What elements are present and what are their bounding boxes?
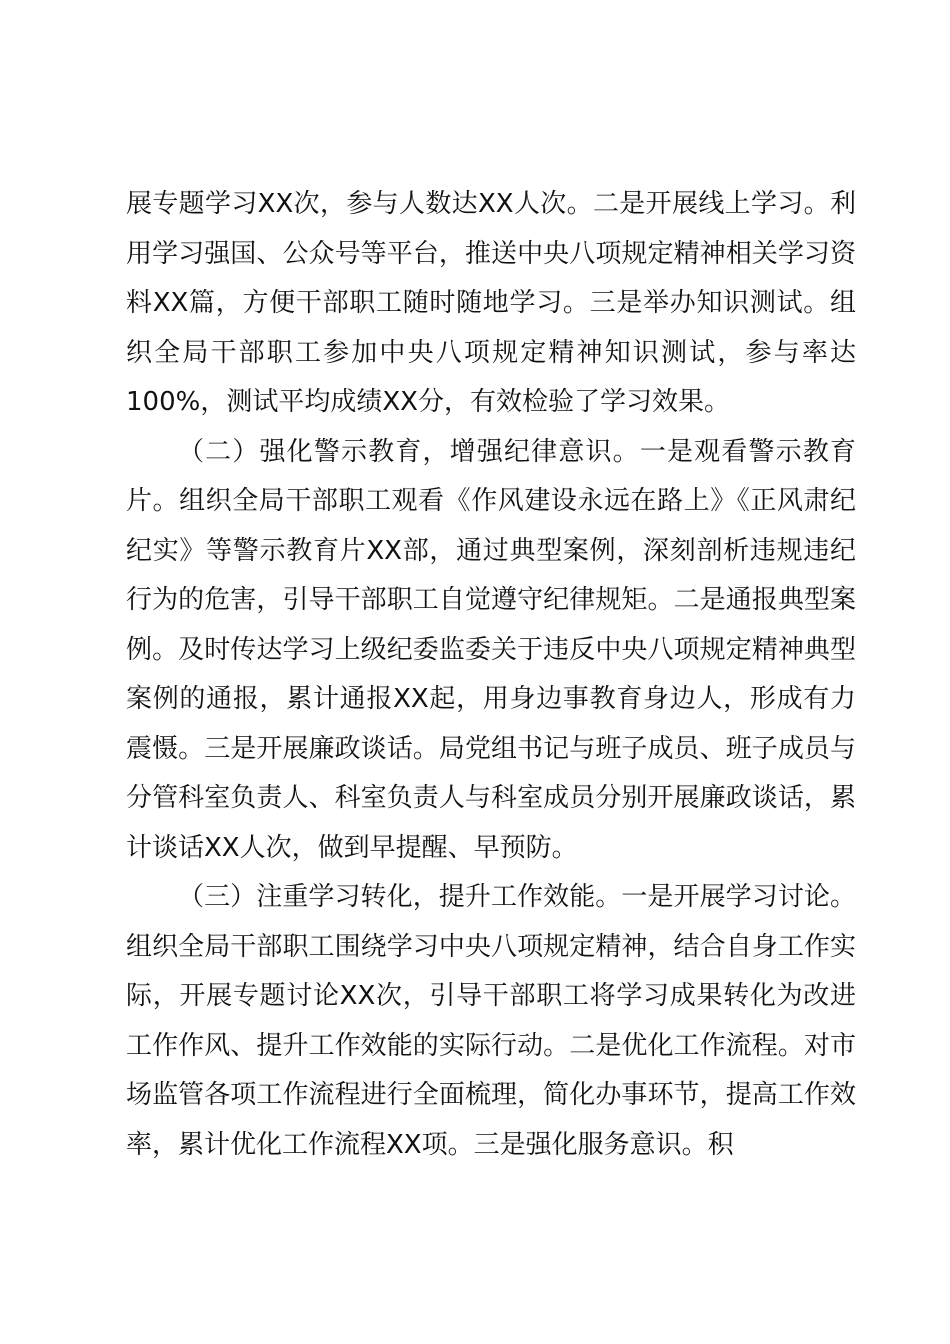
paragraph-study-activities: 展专题学习XX次，参与人数达XX人次。二是开展线上学习。利用学习强国、公众号等平台，推送中央八项规定精神相关学习资料XX篇，方便干部职工随时随地学习。三是举办知识测试。组织全局干部职工参加中央八项规定精神知识测试，参与率达100%，测试平均成绩XX分，有效检验了学习效果。	[126, 189, 856, 417]
document-body	[126, 180, 856, 1170]
paragraph-warning-education: （二）强化警示教育，增强纪律意识。一是观看警示教育片。组织全局干部职工观看《作风建设永远在路上》《正风肃纪纪实》等警示教育片XX部，通过典型案例，深刻剖析违规违纪行为的危害，引导干部职工自觉遵守纪律规矩。二是通报典型案例。及时传达学习上级纪委监委关于违反中央八项规定精神典型案例的通报，累计通报XX起，用身边事教育身边人，形成有力震慑。三是开展廉政谈话。局党组书记与班子成员、班子成员与分管科室负责人、科室负责人与科室成员分别开展廉政谈话，累计谈话XX人次，做到早提醒、早预防。	[126, 436, 856, 863]
paragraph-study-transformation: （三）注重学习转化，提升工作效能。一是开展学习讨论。组织全局干部职工围绕学习中央八项规定精神，结合自身工作实际，开展专题讨论XX次，引导干部职工将学习成果转化为改进工作作风、提升工作效能的实际行动。二是优化工作流程。对市场监管各项工作流程进行全面梳理，简化办事环节，提高工作效率，累计优化工作流程XX项。三是强化服务意识。积	[126, 882, 856, 1160]
